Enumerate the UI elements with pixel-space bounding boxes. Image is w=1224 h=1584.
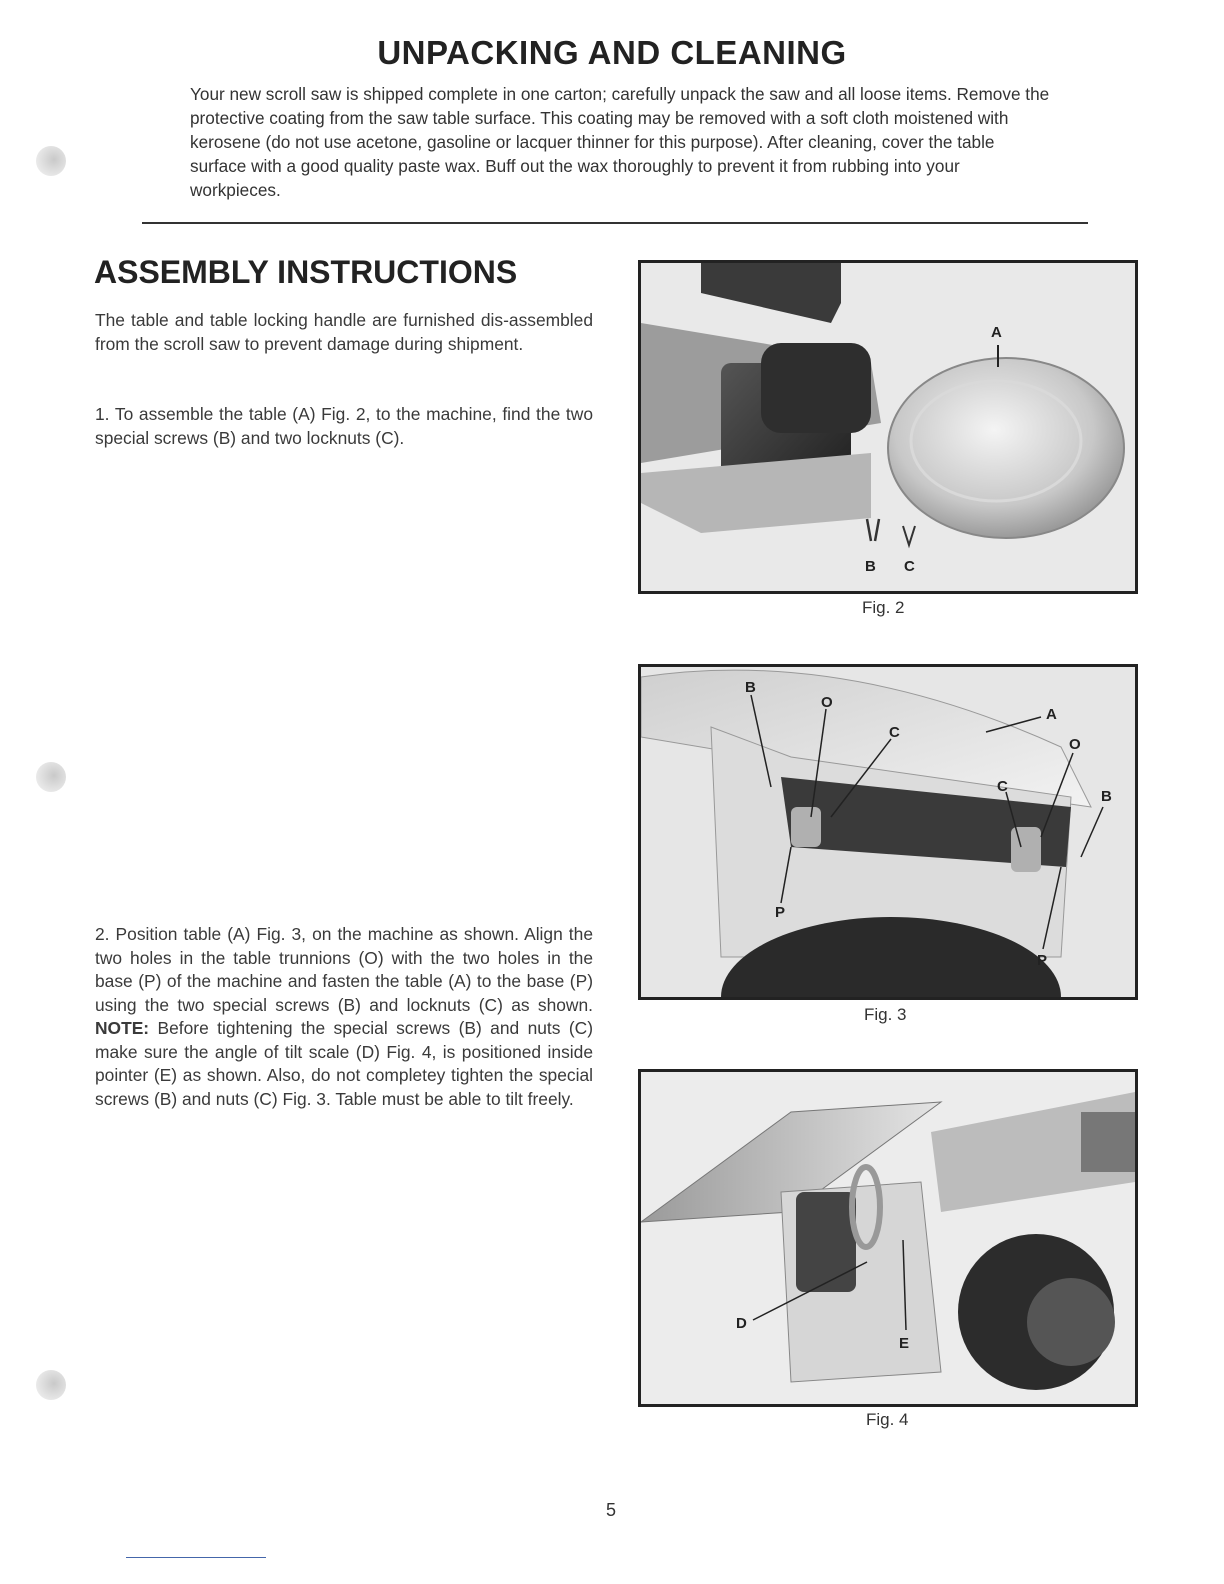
fig3-label-o2: O	[1069, 736, 1081, 753]
fig2-label-a: A	[991, 324, 1002, 341]
assembly-step-2	[95, 923, 593, 1111]
fig3-label-p2: P	[1037, 952, 1048, 969]
fig3-label-b2: B	[1101, 788, 1112, 805]
unpacking-title: UNPACKING AND CLEANING	[377, 34, 847, 71]
assembly-title: ASSEMBLY INSTRUCTIONS	[94, 254, 518, 290]
fig3-label-a: A	[1046, 706, 1057, 723]
footer-line	[126, 1557, 266, 1558]
fig2-motor-cap	[761, 343, 871, 433]
assembly-intro: The table and table locking handle are furnished dis-assembled from the scroll saw to prevent damage during shipment.	[95, 310, 593, 354]
fig2-label-b: B	[865, 558, 876, 575]
fig3-label-o1: O	[821, 694, 833, 711]
step-2-text-a: 2. Position table (A) Fig. 3, on the machine as shown. Align the two holes in the table trunnions (O) with the two holes in the base (P) of the machine and fasten the table (A) to the base (P) using the two special screws (B) and locknuts (C) as shown.	[95, 924, 593, 1015]
page-number: 5	[606, 1500, 617, 1520]
fig3-label-b1: B	[745, 679, 756, 696]
section-divider	[142, 222, 1088, 224]
punch-hole-top	[36, 146, 66, 176]
fig4-label-d: D	[736, 1315, 747, 1332]
punch-hole-middle	[36, 762, 66, 792]
assembly-step-1: 1. To assemble the table (A) Fig. 2, to the machine, find the two special screws (B) and two locknuts (C).	[95, 404, 593, 448]
figure-4-photo	[638, 1069, 1138, 1407]
step-2-text-b: Before tightening the special screws (B) and nuts (C) make sure the angle of tilt scale (D) Fig. 4, is positioned inside pointer (E) as shown. Also, do not completey tighten the special screws (B) and nuts (C) Fig. 3. Table must be able to tilt freely.	[95, 1018, 593, 1109]
figure-2-caption: Fig. 2	[862, 598, 905, 617]
fig3-label-p1: P	[775, 904, 786, 921]
fig4-label-e: E	[899, 1335, 910, 1352]
figure-3-caption: Fig. 3	[864, 1005, 907, 1024]
figure-3-photo	[638, 664, 1138, 1000]
fig3-label-c1: C	[889, 724, 900, 741]
figure-4-caption: Fig. 4	[866, 1410, 909, 1429]
fig3-trunnion-right	[1011, 827, 1041, 872]
unpacking-body: Your new scroll saw is shipped complete in one carton; carefully unpack the saw and all loose items. Remove the protective coating from the saw table surface. This coating may be removed with a soft cloth moistened with kerosene (do not use acetone, gasoline or lacquer thinner for this purpose). After cleaning, cover the table surface with a good quality paste wax. Buff out the wax thoroughly to prevent it from rubbing into your workpieces.	[190, 84, 1050, 200]
fig3-label-c2: C	[997, 778, 1008, 795]
note-label: NOTE:	[95, 1018, 150, 1038]
punch-hole-bottom	[36, 1370, 66, 1400]
fig3-trunnion-left	[791, 807, 821, 847]
fig4-arm-end	[1081, 1112, 1135, 1172]
figure-2-photo	[638, 260, 1138, 594]
fig2-label-c: C	[904, 558, 915, 575]
fig4-trunnion	[796, 1192, 856, 1292]
fig4-motor-cap	[1027, 1278, 1115, 1366]
fig2-table-a	[888, 358, 1124, 538]
